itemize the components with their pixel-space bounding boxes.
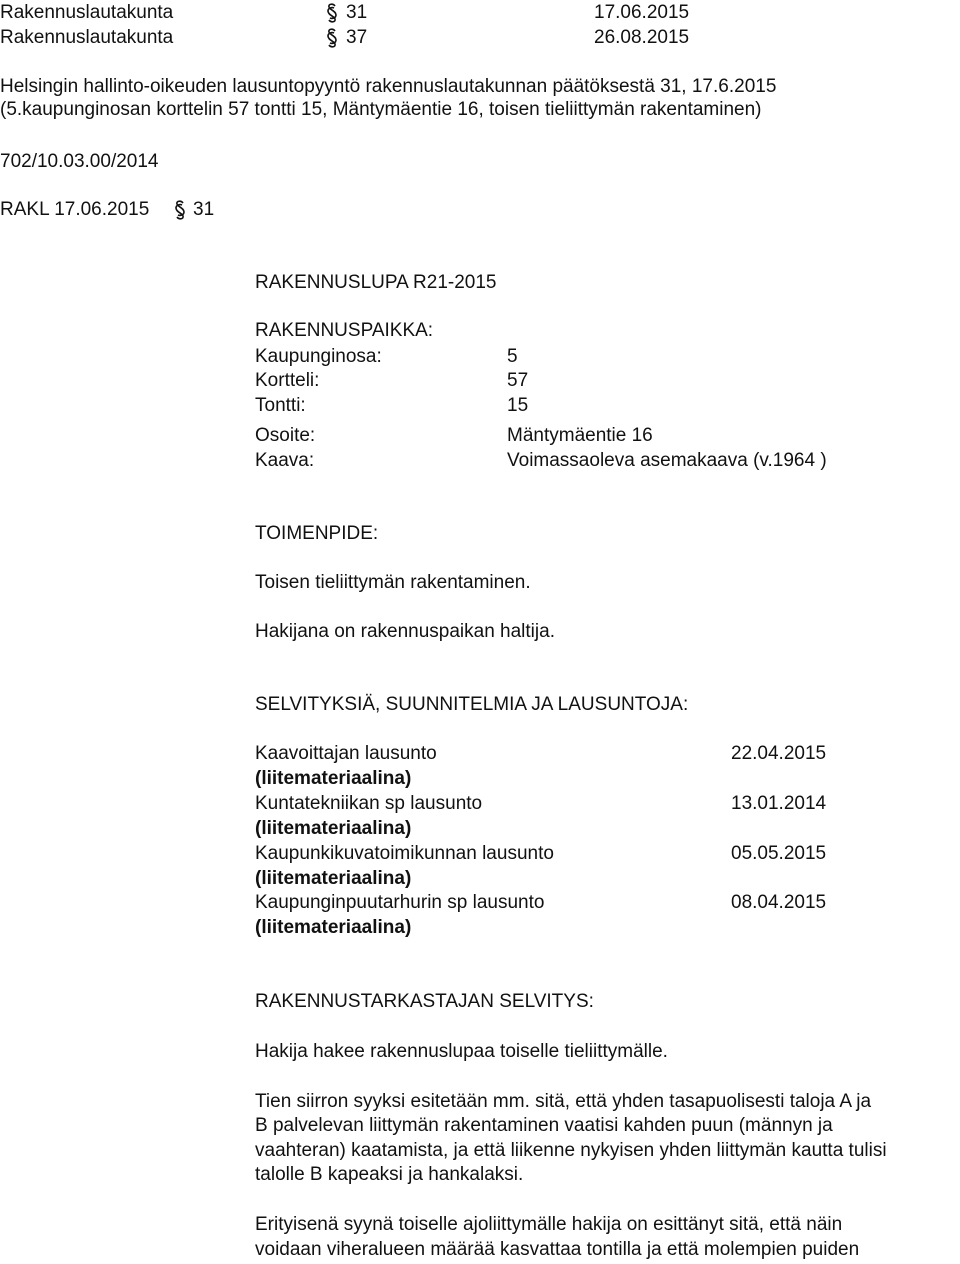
statement-name: Kaavoittajan lausunto (255, 743, 437, 764)
case-number: 702/10.03.00/2014 (0, 151, 159, 172)
section-sign-icon (325, 27, 339, 49)
inspector-paragraph-2-line: vaahteran) kaatamista, ja että liikenne nykyisen yhden liittymän kautta tulisi (255, 1140, 887, 1161)
site-value-tontti: 15 (507, 395, 529, 416)
site-label-osoite: Osoite: (255, 425, 316, 446)
statement-attachment-note: (liitemateriaalina) (255, 818, 412, 839)
statement-date: 22.04.2015 (731, 743, 827, 764)
meeting-date-2: 26.08.2015 (594, 27, 690, 48)
site-label-kortteli: Kortteli: (255, 370, 320, 391)
action-line-1: Toisen tieliittymän rakentaminen. (255, 572, 531, 593)
statement-attachment-note: (liitemateriaalina) (255, 868, 412, 889)
rakl-ref: RAKL 17.06.2015 (0, 199, 150, 220)
site-value-kortteli: 57 (507, 370, 529, 391)
action-heading: TOIMENPIDE: (255, 523, 379, 544)
document-heading-line-2: (5.kaupunginosan korttelin 57 tontti 15, Mäntymäentie 16, toisen tieliittymän rakentaminen) (0, 99, 762, 120)
section-sign-icon (173, 199, 187, 221)
meeting-body-2: Rakennuslautakunta (0, 27, 174, 48)
inspector-paragraph-2-line: B palvelevan liittymän rakentaminen vaatisi kahden puun (männyn ja (255, 1115, 833, 1136)
meeting-date-1: 17.06.2015 (594, 2, 690, 23)
inspector-paragraph-3-line: Erityisenä syynä toiselle ajoliittymälle hakija on esittänyt sitä, että näin (255, 1214, 843, 1235)
inspector-paragraph-3-line: voidaan viheralueen määrää kasvattaa tontilla ja että molempien puiden (255, 1239, 860, 1260)
site-value-kaava: Voimassaoleva asemakaava (v.1964 ) (507, 450, 827, 471)
site-label-tontti: Tontti: (255, 395, 306, 416)
statement-attachment-note: (liitemateriaalina) (255, 917, 412, 938)
meeting-number-2: 37 (346, 27, 368, 48)
rakl-ref-number: 31 (193, 199, 215, 220)
site-heading: RAKENNUSPAIKKA: (255, 320, 434, 341)
inspector-paragraph-2-line: talolle B kapeaksi ja hankalaksi. (255, 1164, 524, 1185)
site-value-osoite: Mäntymäentie 16 (507, 425, 653, 446)
document-heading-line-1: Helsingin hallinto-oikeuden lausuntopyyntö rakennuslautakunnan päätöksestä 31, 17.6.2015 (0, 76, 777, 97)
meeting-number-1: 31 (346, 2, 368, 23)
statements-heading: SELVITYKSIÄ, SUUNNITELMIA JA LAUSUNTOJA: (255, 694, 689, 715)
statement-name: Kuntatekniikan sp lausunto (255, 793, 483, 814)
inspector-paragraph-2-line: Tien siirron syyksi esitetään mm. sitä, että yhden tasapuolisesti taloja A ja (255, 1091, 872, 1112)
inspector-heading: RAKENNUSTARKASTAJAN SELVITYS: (255, 991, 594, 1012)
site-label-kaava: Kaava: (255, 450, 315, 471)
site-value-kaupunginosa: 5 (507, 346, 518, 367)
action-line-2: Hakijana on rakennuspaikan haltija. (255, 621, 555, 642)
section-sign-icon (325, 2, 339, 24)
statement-date: 13.01.2014 (731, 793, 827, 814)
statement-date: 05.05.2015 (731, 843, 827, 864)
statement-name: Kaupunkikuvatoimikunnan lausunto (255, 843, 554, 864)
statement-name: Kaupunginpuutarhurin sp lausunto (255, 892, 545, 913)
meeting-body-1: Rakennuslautakunta (0, 2, 174, 23)
statement-attachment-note: (liitemateriaalina) (255, 768, 412, 789)
inspector-paragraph-1: Hakija hakee rakennuslupaa toiselle tieliittymälle. (255, 1041, 668, 1062)
site-label-kaupunginosa: Kaupunginosa: (255, 346, 382, 367)
statement-date: 08.04.2015 (731, 892, 827, 913)
permit-title: RAKENNUSLUPA R21-2015 (255, 272, 497, 293)
